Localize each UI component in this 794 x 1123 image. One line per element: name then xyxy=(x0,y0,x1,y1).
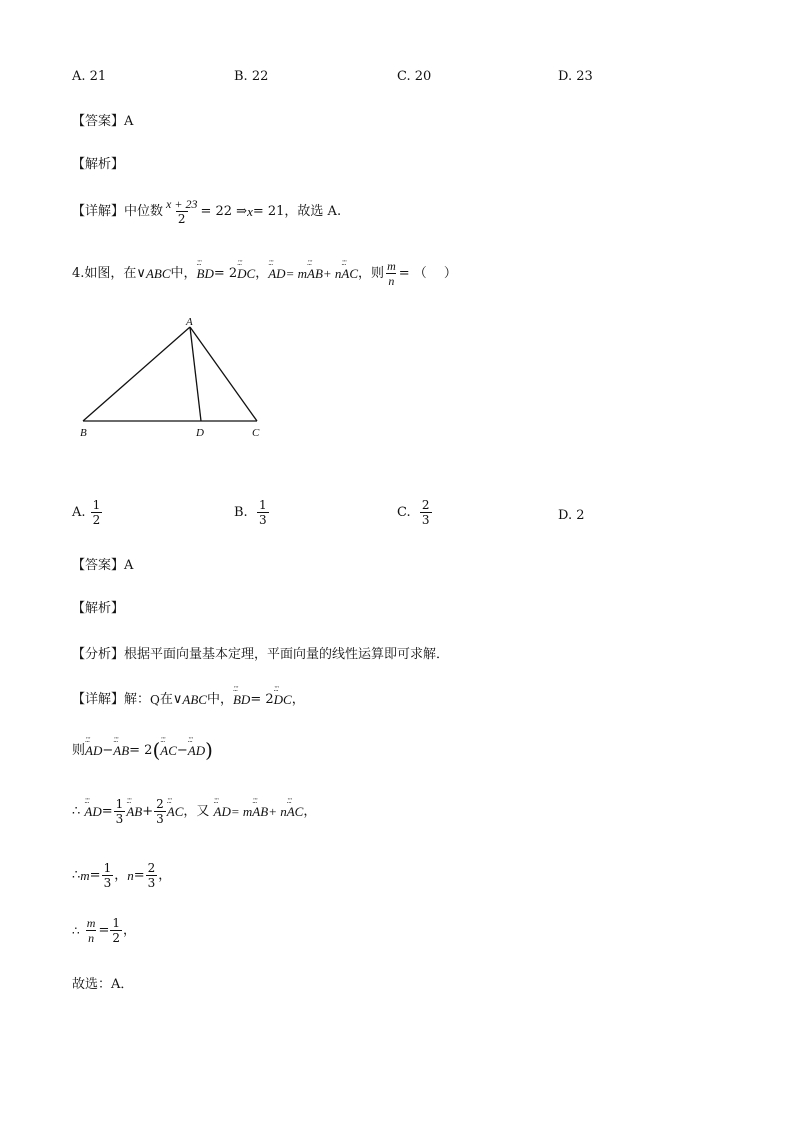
equals-2: = 2 xyxy=(213,266,238,281)
step-1 xyxy=(72,740,213,760)
variable-n: n xyxy=(127,868,134,883)
triangle-name: ABC xyxy=(182,692,207,707)
fraction-denominator: 3 xyxy=(156,812,164,826)
q4-analysis-label: 【解析】 xyxy=(72,601,125,616)
q3-option-c: C. 20 xyxy=(397,69,432,84)
fraction-denominator: 2 xyxy=(92,513,101,527)
fraction-numerator: 1 xyxy=(92,498,101,512)
detail-label: 【详解】 xyxy=(72,692,125,707)
fraction-numerator: 2 xyxy=(147,861,156,875)
option-fraction xyxy=(420,499,432,526)
detail-text: 中位数 xyxy=(124,204,164,219)
comma: ， xyxy=(255,266,269,281)
final-choice: 故选：A． xyxy=(72,977,134,992)
comma: ， xyxy=(158,868,172,883)
q3-option-b: B. 22 xyxy=(234,69,269,84)
therefore-symbol: ∴ xyxy=(72,923,80,938)
variable-m: m xyxy=(80,868,90,883)
q3-option-d: D. 23 xyxy=(558,69,593,84)
vector-ab: ːːː AB xyxy=(307,267,323,280)
equals-m: = m xyxy=(285,266,307,281)
q3-option-a: A. 21 xyxy=(72,69,107,84)
equation-result: = 21 xyxy=(252,204,285,219)
therefore-symbol: ∴ xyxy=(72,804,81,819)
step-3 xyxy=(72,862,171,889)
vector-ad: ːːː AD xyxy=(85,744,102,757)
fraction-numerator: 1 xyxy=(115,797,124,811)
answer-value: A xyxy=(124,114,134,129)
vector-dc: ːːː DC xyxy=(274,693,292,706)
option-label: B. xyxy=(234,505,248,520)
fraction-numerator: x + 23 xyxy=(166,197,198,211)
fraction-denominator: 3 xyxy=(115,812,124,826)
right-paren: ) xyxy=(205,738,213,762)
equals: = xyxy=(98,923,110,938)
fraction-denominator: 2 xyxy=(177,212,186,226)
vector-ad: ːːː AD xyxy=(84,805,101,818)
variable-x: x xyxy=(247,204,253,219)
minus: − xyxy=(102,742,114,758)
stem-tail: = （ ） xyxy=(398,266,457,281)
fraction-numerator: 2 xyxy=(156,797,164,811)
equals: = xyxy=(133,868,145,883)
m-value-fraction xyxy=(102,862,114,889)
vector-ac: ːːː AC xyxy=(160,744,177,757)
left-paren: ( xyxy=(152,738,161,762)
step-2 xyxy=(72,798,316,825)
plus-n: + n xyxy=(268,804,287,819)
fenxi-label: 【分析】 xyxy=(72,647,125,662)
question-number: 4. xyxy=(72,266,85,281)
detail-label: 【详解】 xyxy=(72,204,125,219)
equals-2: = 2 xyxy=(250,692,274,707)
fraction-denominator: 3 xyxy=(103,876,112,890)
label-c: C xyxy=(252,427,260,439)
fraction-numerator: 1 xyxy=(112,916,120,930)
equation-part: = 22 ⇒ xyxy=(200,204,248,219)
detail-tail: ，故选 A. xyxy=(284,204,342,219)
fraction-denominator: n xyxy=(388,274,395,288)
fenxi-text: 根据平面向量基本定理，平面向量的线性运算即可求解． xyxy=(124,647,450,662)
q4-answer xyxy=(72,559,133,572)
vector-ab: ːːː AB xyxy=(113,744,129,757)
fraction-denominator: 3 xyxy=(147,876,156,890)
q4-fenxi xyxy=(72,648,449,661)
because-symbol: Q xyxy=(150,692,160,707)
vector-ad: ːːː AD xyxy=(214,805,231,818)
vector-ac: ːːː AC xyxy=(341,267,358,280)
detail-text: 中， xyxy=(206,692,233,707)
coefficient-fraction xyxy=(114,798,126,825)
you-text: ，又 xyxy=(183,804,210,819)
vector-dc: ːːː DC xyxy=(237,267,255,280)
equals: = xyxy=(89,868,101,883)
therefore-symbol: ∴ xyxy=(72,868,81,883)
fraction-denominator: 3 xyxy=(258,513,267,527)
answer-label: 【答案】 xyxy=(72,558,125,573)
fraction-numerator: 1 xyxy=(103,861,112,875)
side-ac xyxy=(190,327,257,421)
option-fraction xyxy=(257,499,269,526)
answer-label: 【答案】 xyxy=(72,114,125,129)
q4-detail xyxy=(72,693,305,706)
vector-bd: ːːː BD xyxy=(197,267,214,280)
equals: = xyxy=(101,804,113,819)
vector-ab: ːːː AB xyxy=(252,805,268,818)
answer-value: A xyxy=(124,558,134,573)
step-4 xyxy=(72,917,136,944)
n-value-fraction xyxy=(146,862,158,889)
comma: ， xyxy=(303,804,317,819)
minus: − xyxy=(176,742,188,758)
detail-text: 在 xyxy=(159,692,173,707)
equals-m: = m xyxy=(230,804,253,819)
fraction-numerator: 2 xyxy=(421,498,430,512)
m-over-n-fraction xyxy=(85,917,98,944)
triangle-name: ABC xyxy=(145,266,171,281)
stem-text: 中， xyxy=(170,266,197,281)
detail-text: 解： xyxy=(124,692,151,707)
label-b: B xyxy=(80,427,87,439)
stem-text: ，则 xyxy=(358,266,385,281)
q4-option-a xyxy=(72,499,103,526)
label-a: A xyxy=(186,316,193,328)
vector-ac: ːːː AC xyxy=(287,805,304,818)
triangle-symbol: ∨ xyxy=(172,692,183,707)
q3-analysis-label: 【解析】 xyxy=(72,157,125,172)
comma: ， xyxy=(123,923,137,938)
stem-text: 如图，在 xyxy=(84,266,137,281)
vector-ac: ːːː AC xyxy=(167,805,184,818)
fraction-denominator: n xyxy=(88,931,95,945)
fraction-numerator: 1 xyxy=(258,498,267,512)
option-label: A. xyxy=(72,505,86,520)
fraction-denominator: 2 xyxy=(112,931,120,945)
vector-ab: ːːː AB xyxy=(126,805,142,818)
q4-option-c xyxy=(397,499,433,526)
option-fraction xyxy=(91,499,103,526)
q4-option-d: D. 2 xyxy=(558,508,585,523)
ze-text: 则 xyxy=(72,742,86,758)
label-d: D xyxy=(196,427,204,439)
fraction-numerator: m xyxy=(387,259,396,273)
side-ab xyxy=(83,327,190,421)
equals-2: = 2 xyxy=(129,742,153,758)
fraction-denominator: 3 xyxy=(421,513,430,527)
coefficient-fraction xyxy=(154,798,166,825)
option-label: C. xyxy=(397,505,411,520)
q4-option-b xyxy=(234,499,270,526)
plus-n: + n xyxy=(322,266,342,281)
result-fraction xyxy=(110,917,122,944)
triangle-symbol: ∨ xyxy=(136,266,146,281)
vector-ad: ːːː AD xyxy=(188,744,205,757)
vector-bd: ːːː BD xyxy=(233,693,250,706)
fraction-numerator: m xyxy=(86,916,96,930)
separator: ， xyxy=(114,868,128,883)
plus: + xyxy=(142,804,154,819)
vector-ad: ːːː AD xyxy=(268,267,285,280)
comma: ， xyxy=(291,692,305,707)
